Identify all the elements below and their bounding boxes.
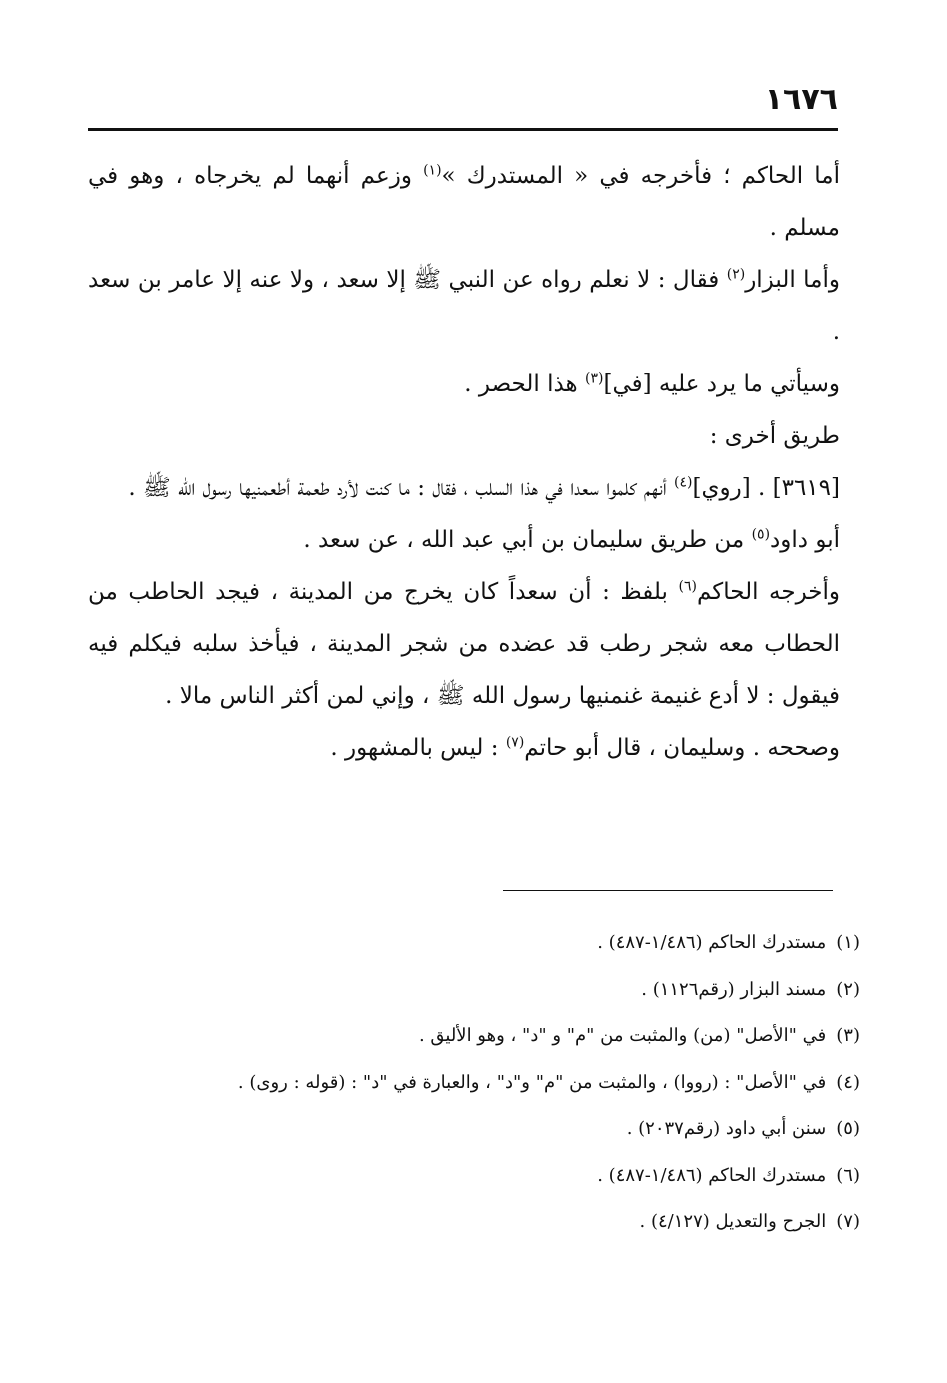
footnote-ref-4[interactable]: (٤) (674, 474, 693, 491)
footnote-ref-2[interactable]: (٢) (726, 266, 746, 283)
footnote-1 (88, 920, 860, 967)
footnote-2 (88, 967, 860, 1014)
paragraph-8-text-b: : ليس بالمشهور . (330, 735, 506, 761)
paragraph-7-text-a: وأخرجه الحاكم (696, 579, 840, 605)
footnote-divider (503, 890, 833, 891)
paragraph-1-text-a: أما الحاكم ؛ فأخرجه في « المستدرك » (441, 163, 840, 189)
footnote-ref-6[interactable]: (٦) (678, 578, 697, 595)
paragraph-3 (88, 358, 840, 410)
footnote-number: (٥) (836, 1118, 860, 1139)
footnote-ref-3[interactable]: (٣) (585, 370, 604, 387)
footnote-text: الجرح والتعديل (٤/١٢٧) . (639, 1211, 827, 1232)
footnote-number: (٢) (836, 978, 860, 1000)
paragraph-4 (88, 410, 840, 462)
page-number: ١٦٧٦ (764, 82, 838, 117)
paragraph-1 (88, 150, 840, 254)
footnote-text: مستدرك الحاكم (١/٤٨٦-٤٨٧) . (597, 932, 827, 953)
footnote-text: سنن أبي داود (رقم٢٠٣٧) . (626, 1118, 827, 1139)
footnote-text: مستدرك الحاكم (١/٤٨٦-٤٨٧) . (597, 1164, 827, 1186)
footnote-ref-1[interactable]: (١) (423, 162, 442, 179)
paragraph-7 (88, 566, 840, 722)
footnote-7 (88, 1199, 860, 1246)
paragraph-6-text-b: من طريق سليمان بن أبي عبد الله ، عن سعد . (303, 527, 752, 553)
footnote-ref-5[interactable]: (٥) (751, 526, 771, 543)
footnote-number: (٤) (836, 1071, 860, 1093)
paragraph-5-text-a: [٣٦١٩] . [روي] (692, 475, 840, 501)
paragraph-2 (88, 254, 840, 358)
paragraph-3-text-a: وسيأتي ما يرد عليه [في] (603, 371, 840, 397)
footnote-number: (٦) (836, 1164, 860, 1186)
footnote-text: مسند البزار (رقم١١٢٦) . (641, 978, 827, 1000)
main-text (88, 150, 840, 774)
paragraph-5 (88, 462, 840, 514)
section-heading: طريق أخرى : (709, 423, 840, 449)
footnote-text: في "الأصل" : (رووا) ، والمثبت من "م" و"د" ، والعبارة في "د" : (قوله : روى) . (237, 1071, 827, 1093)
footnote-number: (٣) (836, 1025, 860, 1046)
paragraph-2-text-b: فقال : لا نعلم رواه عن النبي ﷺ إلا سعد ، ولا عنه إلا عامر بن سعد . (88, 267, 840, 345)
footnote-4 (88, 1060, 860, 1107)
paragraph-6-text-a: أبو داود (770, 527, 840, 553)
paragraph-1-text-b: وزعم أنهما لم يخرجاه ، وهو في مسلم . (88, 163, 840, 241)
footnotes (88, 920, 860, 1246)
footnote-3 (88, 1013, 860, 1060)
paragraph-2-text-a: وأما البزار (745, 267, 840, 293)
footnote-5 (88, 1106, 860, 1153)
paragraph-7-text-b: بلفظ : أن سعداً كان يخرج من المدينة ، فيجد الحاطب من الحطاب معه شجر رطب قد عضده من شجر المدينة ، فيأخذ سلبه فيكلم فيه فيقول : لا أدع غنيمة غنمنيها رسول الله ﷺ ، وإني لمن أكثر الناس مالا . (88, 579, 840, 709)
paragraph-5-text-b: أنهم كلموا سعدا في هذا السلب ، فقال : ما كنت لأرد طعمة أطعمنيها رسول الله ﷺ . (128, 475, 675, 501)
footnote-6 (88, 1153, 860, 1200)
footnote-text: في "الأصل" (من) والمثبت من "م" و "د" ، وهو الأليق . (418, 1025, 827, 1046)
footnote-number: (١) (836, 932, 860, 953)
paragraph-3-text-b: هذا الحصر . (464, 371, 585, 397)
header-rule (88, 128, 838, 131)
paragraph-8 (88, 722, 840, 774)
paragraph-6 (88, 514, 840, 566)
footnote-ref-7[interactable]: (٧) (505, 734, 525, 751)
footnote-number: (٧) (836, 1211, 860, 1232)
paragraph-8-text-a: وصححه . وسليمان ، قال أبو حاتم (524, 735, 840, 761)
